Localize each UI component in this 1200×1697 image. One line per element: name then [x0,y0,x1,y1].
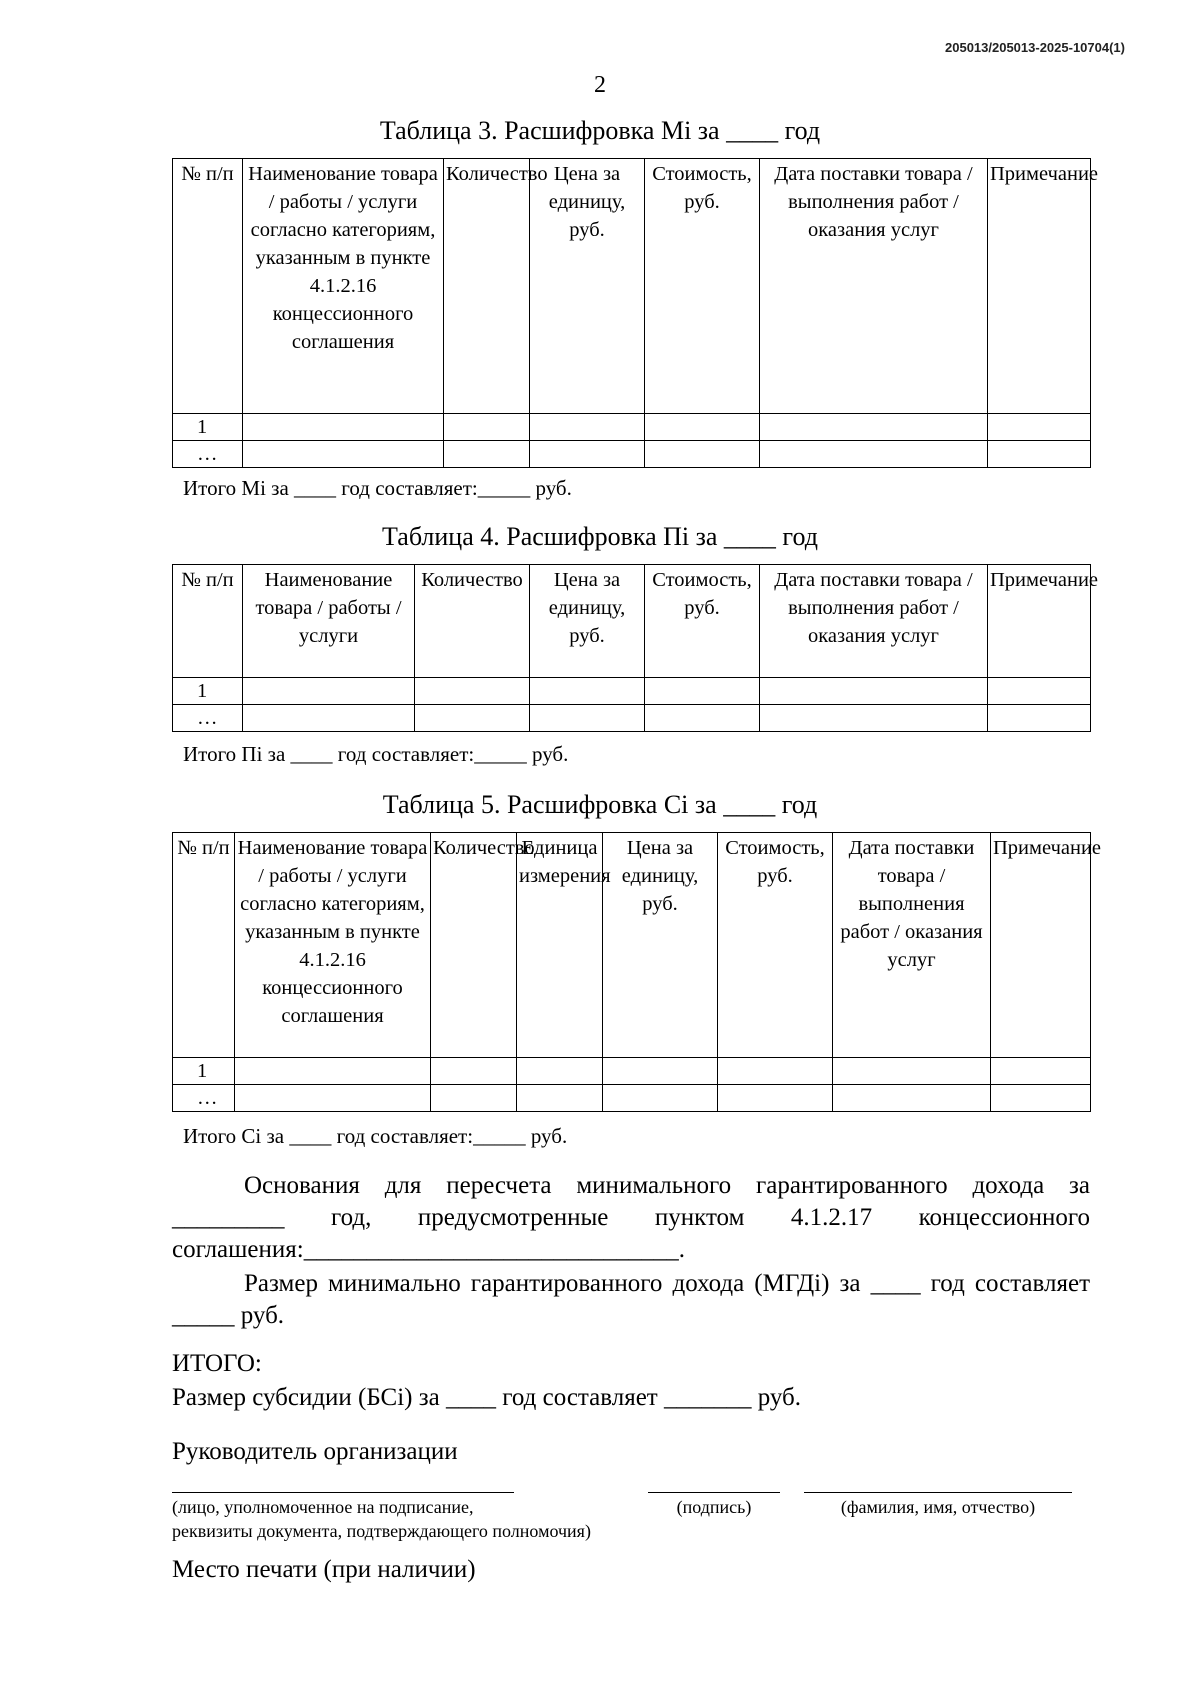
table4-total: Итого Пi за ____ год составляет:_____ руб. [183,742,569,766]
table4-cell: 1 [173,678,243,705]
table5-cell: 1 [173,1058,235,1085]
table5-cell [833,1085,991,1112]
table3-cell: 1 [173,414,243,441]
table3 [172,158,1099,468]
table4-cell [645,678,760,705]
table3-header-cell: Дата поставки товара / выполнения работ / оказания услуг [760,159,988,414]
table4-header-cell: Стоимость, руб. [645,565,760,678]
full-name-line [804,1492,1072,1493]
table-row [173,1058,1091,1085]
table5-cell [833,1058,991,1085]
table-row [173,414,1091,441]
signatory-caption: (лицо, уполномоченное на подписание, [172,1497,474,1517]
table3-cell [243,414,444,441]
table4-header-cell: Наименование товара / работы / услуги [243,565,415,678]
table3-cell [760,414,988,441]
table4-cell [243,678,415,705]
table5-cell [517,1058,603,1085]
table-row [173,678,1091,705]
table5-header-cell: Цена за единицу, руб. [603,833,718,1058]
table5-cell [235,1085,431,1112]
table5-cell [718,1058,833,1085]
table3-header-row [173,159,1091,414]
table5-cell [991,1085,1091,1112]
signature-line [648,1492,780,1493]
table3-header-cell: Количество [444,159,530,414]
table3-cell [444,414,530,441]
table3-cell: … [173,441,243,468]
table-row [173,705,1091,732]
table4-cell: … [173,705,243,732]
table3-header-cell: Наименование товара / работы / услуги согласно категориям, указанным в пункте 4.1.2.16 концессионного соглашения [243,159,444,414]
table5-header-row [173,833,1091,1058]
table5-cell: … [173,1085,235,1112]
table4-cell [988,705,1091,732]
table3-cell [530,441,645,468]
table4-cell [645,705,760,732]
table3-header-cell: Цена за единицу, руб. [530,159,645,414]
head-of-organization: Руководитель организации [172,1438,458,1465]
page-number: 2 [594,72,606,98]
table4-cell [415,678,530,705]
table4-cell [988,678,1091,705]
table4-cell [243,705,415,732]
table-row [173,441,1091,468]
table5-header-cell: Стоимость, руб. [718,833,833,1058]
table4-header-row [173,565,1091,678]
table5-cell [235,1058,431,1085]
table3-total: Итого Mi за ____ год составляет:_____ руб. [183,476,572,500]
table3-cell [988,414,1091,441]
table5-title: Таблица 5. Расшифровка Сi за ____ год [382,790,818,819]
table4-cell [530,705,645,732]
table3-title: Таблица 3. Расшифровка Mi за ____ год [379,116,821,145]
table3-cell [760,441,988,468]
table5-header-cell: Дата поставки товара / выполнения работ / оказания услуг [833,833,991,1058]
table5-total: Итого Сi за ____ год составляет:_____ руб. [183,1124,568,1148]
table3-header-cell: Стоимость, руб. [645,159,760,414]
table5-cell [718,1085,833,1112]
table4-cell [415,705,530,732]
table5-header-cell: Количество [431,833,517,1058]
table3-cell [444,441,530,468]
table4-header-cell: Количество [415,565,530,678]
table-row [173,1085,1091,1112]
document-number: 205013/205013-2025-10704(1) [945,40,1125,55]
table5-cell [991,1058,1091,1085]
table5-cell [517,1085,603,1112]
signature-caption: (подпись) [676,1497,752,1517]
recalculation-basis-paragraph: Основания для пересчета минимального гарантированного дохода за _________ год, предусмотренные пунктом 4.1.2.17 концессионного соглашения:______________________________. [172,1172,1090,1263]
table3-cell [645,441,760,468]
table4 [172,564,1099,732]
table5-cell [603,1085,718,1112]
table4-header-cell: Дата поставки товара / выполнения работ / оказания услуг [760,565,988,678]
table4-header-cell: № п/п [173,565,243,678]
table5-cell [603,1058,718,1085]
table3-cell [243,441,444,468]
full-name-caption: (фамилия, имя, отчество) [840,1497,1036,1517]
table4-cell [760,678,988,705]
table5-cell [431,1058,517,1085]
table4-title: Таблица 4. Расшифровка Пi за ____ год [382,522,818,551]
table3-cell [530,414,645,441]
table5-cell [431,1085,517,1112]
table3-cell [988,441,1091,468]
table5-header-cell: Единица измерения [517,833,603,1058]
signatory-line [172,1492,514,1493]
subsidy-total: Размер субсидии (БСi) за ____ год составляет _______ руб. [172,1384,802,1411]
table3-header-cell: № п/п [173,159,243,414]
seal-place: Место печати (при наличии) [172,1556,476,1583]
signatory-caption-2: реквизиты документа, подтверждающего полномочия) [172,1521,591,1541]
table4-cell [530,678,645,705]
table4-cell [760,705,988,732]
table4-header-cell: Цена за единицу, руб. [530,565,645,678]
table5-header-cell: № п/п [173,833,235,1058]
table5-header-cell: Примечание [991,833,1091,1058]
table3-header-cell: Примечание [988,159,1091,414]
table5-header-cell: Наименование товара / работы / услуги согласно категориям, указанным в пункте 4.1.2.16 концессионного соглашения [235,833,431,1058]
itogo-heading: ИТОГО: [172,1350,262,1377]
table4-header-cell: Примечание [988,565,1091,678]
min-guaranteed-income-paragraph: Размер минимально гарантированного дохода (МГДi) за ____ год составляет _____ руб. [172,1270,1090,1329]
table3-cell [645,414,760,441]
table5 [172,832,1102,1112]
